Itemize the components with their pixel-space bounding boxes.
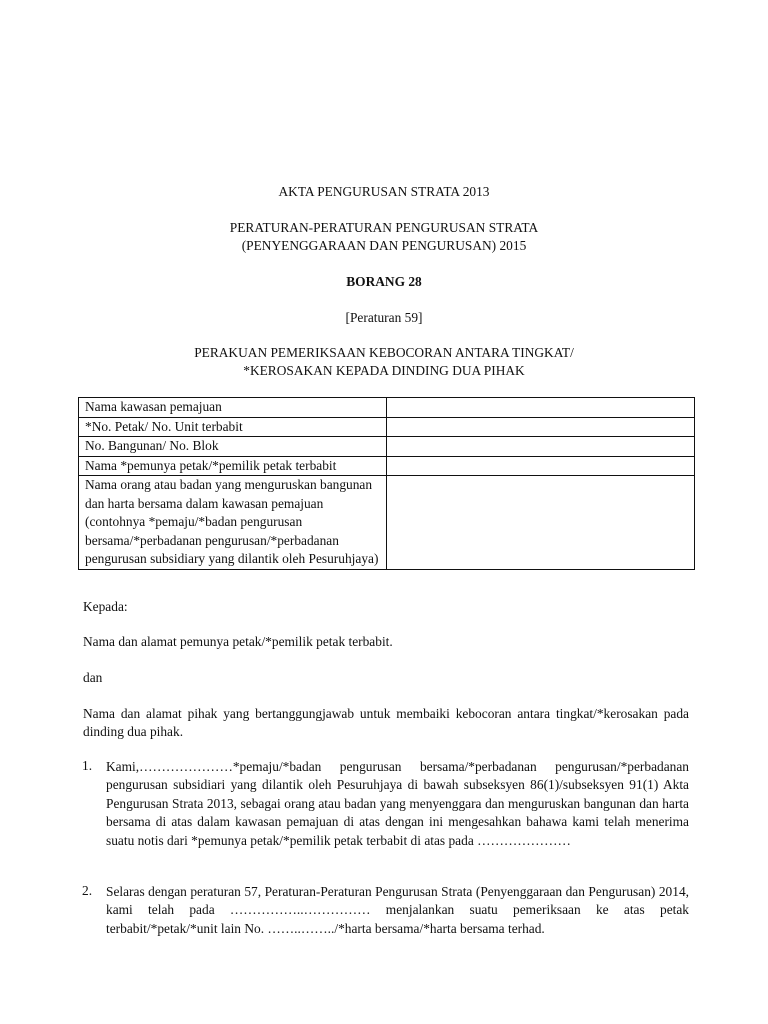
- details-table: [78, 397, 695, 570]
- responsible-party-paragraph: Nama dan alamat pihak yang bertanggungjawab untuk membaiki kebocoran antara tingkat/*kerosakan pada dinding dua pihak.: [83, 706, 689, 740]
- list-item: [82, 883, 689, 938]
- to-label: Kepada:: [83, 599, 128, 614]
- table-row: [79, 476, 695, 570]
- item-text: Selaras dengan peraturan 57, Peraturan-Peraturan Pengurusan Strata (Penyenggaraan dan Pengurusan) 2014, kami telah pada ……………..…………… menjalankan suatu pemeriksaan ke atas petak terbabit/*petak/*unit lain No. ……..……../*harta bersama/*harta bersama terhad.: [106, 884, 689, 936]
- table-row: [79, 398, 695, 418]
- item-number: 1.: [82, 758, 93, 773]
- regulation-title-line2: (PENYENGGARAAN DAN PENGURUSAN) 2015: [241, 238, 527, 253]
- row-value-managing-body[interactable]: [386, 476, 694, 570]
- table-row: [79, 417, 695, 437]
- row-label-building-number: No. Bangunan/ No. Blok: [79, 437, 387, 457]
- regulation-reference: [Peraturan 59]: [345, 310, 423, 325]
- row-label-managing-body: Nama orang atau badan yang menguruskan bangunan dan harta bersama dalam kawasan pemajuan (contohnya *pemaju/*badan pengurusan bersama/*perbadanan pengurusan/*perbadanan pengurusan subsidiary yang dilantik oleh Pesuruhjaya): [79, 476, 387, 570]
- row-label-parcel-number: *No. Petak/ No. Unit terbabit: [79, 417, 387, 437]
- act-title: AKTA PENGURUSAN STRATA 2013: [278, 184, 490, 199]
- row-value-development-area[interactable]: [386, 398, 694, 418]
- row-label-parcel-owner: Nama *pemunya petak/*pemilik petak terbabit: [79, 456, 387, 476]
- item-text: Kami,…………………*pemaju/*badan pengurusan bersama/*perbadanan pengurusan/*perbadanan pengurusan subsidiari yang dilantik oleh Pesuruhjaya di bawah subseksyen 86(1)/subseksyen 91(1) Akta Pengurusan Strata 2013, sebagai orang atau badan yang menyenggara dan menguruskan bangunan dan harta bersama di atas dalam kawasan pemajuan di atas dengan ini mengesahkan bahawa kami telah menerima suatu notis dari *pemunya petak/*pemilik petak terbabit di atas pada …………………: [106, 759, 689, 848]
- table-row: [79, 437, 695, 457]
- row-value-parcel-owner[interactable]: [386, 456, 694, 476]
- row-label-development-area: Nama kawasan pemajuan: [79, 398, 387, 418]
- owner-address-line: Nama dan alamat pemunya petak/*pemilik petak terbabit.: [83, 634, 393, 649]
- table-row: [79, 456, 695, 476]
- row-value-parcel-number[interactable]: [386, 417, 694, 437]
- form-title: BORANG 28: [346, 274, 422, 289]
- regulation-title-line1: PERATURAN-PERATURAN PENGURUSAN STRATA: [229, 220, 539, 235]
- row-value-building-number[interactable]: [386, 437, 694, 457]
- item-number: 2.: [82, 883, 93, 898]
- list-item: [82, 758, 689, 850]
- certificate-title-line2: *KEROSAKAN KEPADA DINDING DUA PIHAK: [243, 363, 525, 378]
- and-word: dan: [83, 670, 103, 685]
- certificate-title-line1: PERAKUAN PEMERIKSAAN KEBOCORAN ANTARA TINGKAT/: [194, 345, 574, 360]
